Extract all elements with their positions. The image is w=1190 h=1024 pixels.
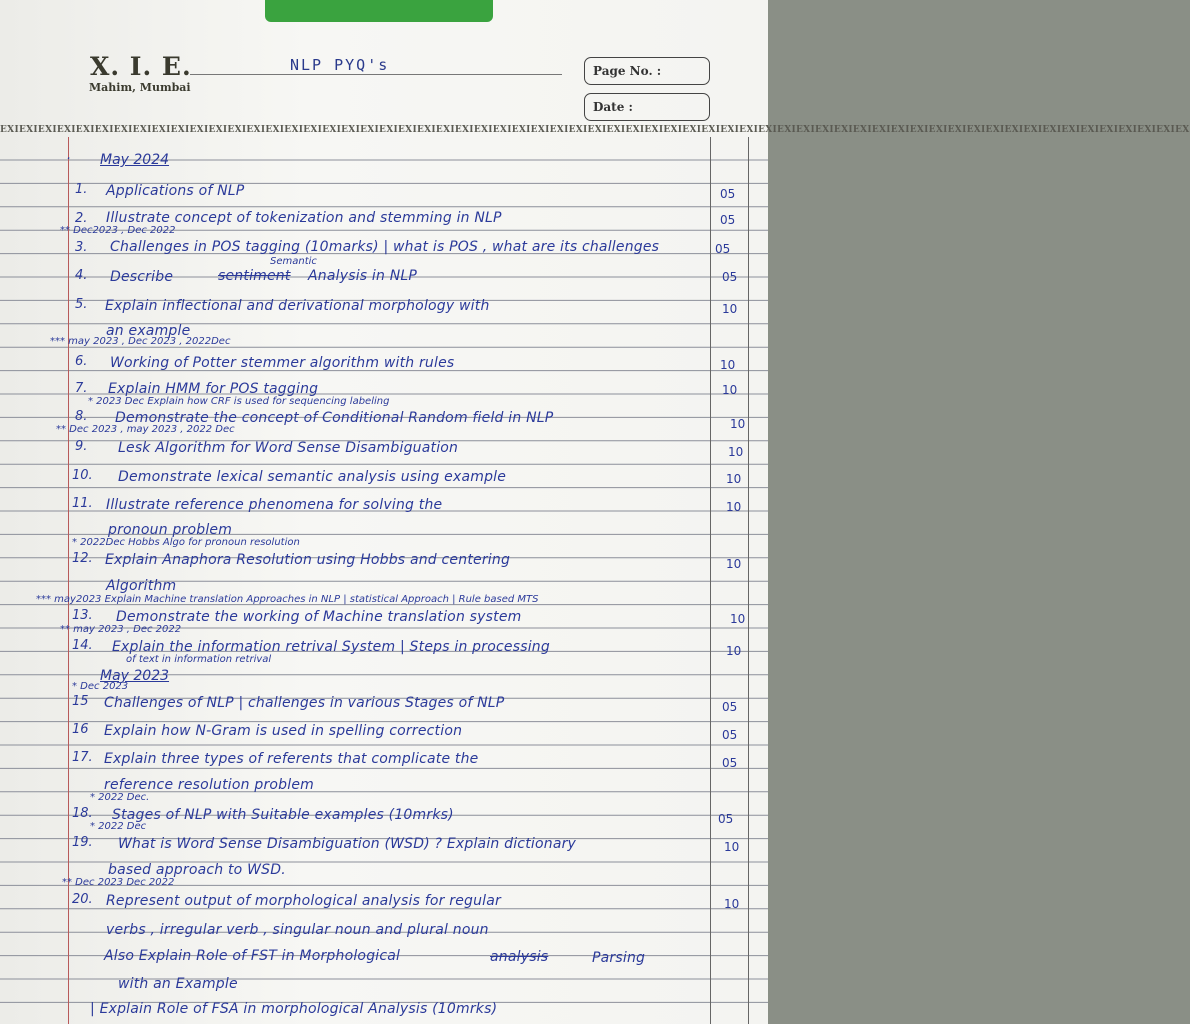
note-q8-marks: 10 xyxy=(730,417,746,431)
note-q16-marks: 05 xyxy=(722,728,738,742)
note-q13-tag: *** may2023 Explain Machine translation Approaches in NLP | statistical Approach | Rule based MTS xyxy=(36,594,539,605)
note-q3-text: Challenges in POS tagging (10marks) | what is POS , what are its challenges xyxy=(110,239,660,255)
note-q17-cont: reference resolution problem xyxy=(104,777,315,793)
note-q9-num: 9. xyxy=(75,439,88,454)
note-q4-num: 4. xyxy=(75,268,88,283)
note-q2-marks: 05 xyxy=(720,213,736,227)
note-q13-text: Demonstrate the working of Machine translation system xyxy=(116,609,522,625)
note-q6-text: Working of Potter stemmer algorithm with rules xyxy=(110,355,455,371)
note-bullet-1: . xyxy=(67,148,72,163)
note-q11-text: Illustrate reference phenomena for solving the xyxy=(106,497,443,513)
note-q7-marks: 10 xyxy=(722,383,738,397)
note-q9-marks: 10 xyxy=(728,445,744,459)
date-label: Date : xyxy=(593,100,633,114)
college-location: Mahim, Mumbai xyxy=(89,81,191,94)
note-q10-text: Demonstrate lexical semantic analysis using example xyxy=(118,469,507,485)
note-q5-text: Explain inflectional and derivational morphology with xyxy=(105,298,490,314)
note-q5-cont: an example xyxy=(106,323,191,339)
note-q15-num: 15 xyxy=(72,694,89,709)
note-q17-num: 17. xyxy=(72,750,93,765)
note-q4-text-a: Describe xyxy=(110,269,174,285)
note-q4-insert: Semantic xyxy=(270,256,317,267)
page-title: NLP PYQ's xyxy=(290,56,390,74)
note-q3-tag: ** Dec2023 , Dec 2022 xyxy=(60,225,176,236)
note-q5-marks: 10 xyxy=(722,302,738,316)
note-q3-marks: 05 xyxy=(715,242,731,256)
note-q18-text: Stages of NLP with Suitable examples (10mrks) xyxy=(112,807,454,823)
note-q20-cont2-a: Also Explain Role of FST in Morphological xyxy=(104,948,401,964)
note-q2-text: Illustrate concept of tokenization and stemming in NLP xyxy=(106,210,502,226)
note-q19-marks: 10 xyxy=(724,840,740,854)
note-q3-num: 3. xyxy=(75,240,88,255)
note-q18-num: 18. xyxy=(72,806,93,821)
note-q4-struck: sentiment xyxy=(218,268,291,284)
note-q6-num: 6. xyxy=(75,354,88,369)
note-q12-text: Explain Anaphora Resolution using Hobbs and centering xyxy=(105,552,511,568)
note-q11-num: 11. xyxy=(72,496,93,511)
note-q13-num: 13. xyxy=(72,608,93,623)
note-section-may-2023: May 2023 xyxy=(100,668,170,684)
note-q18-marks: 05 xyxy=(718,812,734,826)
note-q20-cont3: with an Example xyxy=(118,976,238,992)
note-q17-marks: 05 xyxy=(722,756,738,770)
note-q14-text: Explain the information retrival System | Steps in processing xyxy=(112,639,550,655)
note-q4-marks: 05 xyxy=(722,270,738,284)
note-q1-marks: 05 xyxy=(720,187,736,201)
note-q14-cont: of text in information retrival xyxy=(126,654,272,665)
watermark-strip: EXIEXIEXIEXIEXIEXIEXIEXIEXIEXIEXIEXIEXIEXIEXIEXIEXIEXIEXIEXIEXIEXIEXIEXIEXIEXIEXIEXIEXIEXIEXIEXIEXIEXIEXIEXIEXIEXIEXIEXIEXIEXIEXIEXIEXIEXIEXIEXIEXIEXIEXIEXIEXIEXIEXIEXIEXIEXIEXIEXIEXIEXIEX xyxy=(0,125,1190,135)
note-q9-text: Lesk Algorithm for Word Sense Disambiguation xyxy=(118,440,459,456)
note-q20-alt: | Explain Role of FSA in morphological Analysis (10mrks) xyxy=(90,1001,498,1017)
note-q2-num: 2. xyxy=(75,211,88,226)
note-q16-text: Explain how N-Gram is used in spelling correction xyxy=(104,723,463,739)
note-q20-num: 20. xyxy=(72,892,93,907)
note-q10-marks: 10 xyxy=(726,472,742,486)
note-q8-tag: * 2023 Dec Explain how CRF is used for sequencing labeling xyxy=(88,396,390,407)
note-q6-marks: 10 xyxy=(720,358,736,372)
note-q1-text: Applications of NLP xyxy=(106,183,245,199)
note-q18-tag: * 2022 Dec. xyxy=(90,792,150,803)
note-q14-tag: ** may 2023 , Dec 2022 xyxy=(60,624,182,635)
note-q16-num: 16 xyxy=(72,722,89,737)
page-number-label: Page No. : xyxy=(593,64,662,78)
note-q6-tag: *** may 2023 , Dec 2023 , 2022Dec xyxy=(50,336,231,347)
note-q11-marks: 10 xyxy=(726,500,742,514)
note-q12-num: 12. xyxy=(72,551,93,566)
note-q11-cont: pronoun problem xyxy=(108,522,233,538)
note-q7-text: Explain HMM for POS tagging xyxy=(108,381,319,397)
note-q15-tag: * Dec 2023 xyxy=(72,681,129,692)
note-q15-marks: 05 xyxy=(722,700,738,714)
note-q14-num: 14. xyxy=(72,638,93,653)
note-q12-marks: 10 xyxy=(726,557,742,571)
note-q9-tag: ** Dec 2023 , may 2023 , 2022 Dec xyxy=(56,424,235,435)
note-q8-num: 8. xyxy=(75,409,88,424)
note-q17-text: Explain three types of referents that complicate the xyxy=(104,751,479,767)
note-q20-cont2-b: Parsing xyxy=(592,950,646,966)
note-q1-num: 1. xyxy=(75,182,88,197)
note-q20-marks: 10 xyxy=(724,897,740,911)
note-q20-tag: ** Dec 2023 Dec 2022 xyxy=(62,877,175,888)
note-q19-num: 19. xyxy=(72,835,93,850)
note-q19-tag: * 2022 Dec xyxy=(90,821,147,832)
note-q14-marks: 10 xyxy=(726,644,742,658)
note-section-may-2024: May 2024 xyxy=(100,152,170,168)
note-q7-num: 7. xyxy=(75,381,88,396)
note-q20-struck: analysis xyxy=(490,949,549,965)
note-q4-text-b: Analysis in NLP xyxy=(308,268,418,284)
note-q5-num: 5. xyxy=(75,297,88,312)
note-q13-marks: 10 xyxy=(730,612,746,626)
note-q19-cont: based approach to WSD. xyxy=(108,862,286,878)
college-logo-text: X. I. E. xyxy=(90,52,192,81)
note-q20-cont1: verbs , irregular verb , singular noun and plural noun xyxy=(106,922,489,938)
note-q12-tag: * 2022Dec Hobbs Algo for pronoun resolution xyxy=(72,537,300,548)
note-q20-text: Represent output of morphological analysis for regular xyxy=(106,893,502,909)
note-q19-text: What is Word Sense Disambiguation (WSD) ? Explain dictionary xyxy=(118,836,577,852)
note-q12-cont: Algorithm xyxy=(106,578,177,594)
note-q8-text: Demonstrate the concept of Conditional Random field in NLP xyxy=(115,410,554,426)
note-q15-text: Challenges of NLP | challenges in various Stages of NLP xyxy=(104,695,505,711)
note-q10-num: 10. xyxy=(72,468,93,483)
